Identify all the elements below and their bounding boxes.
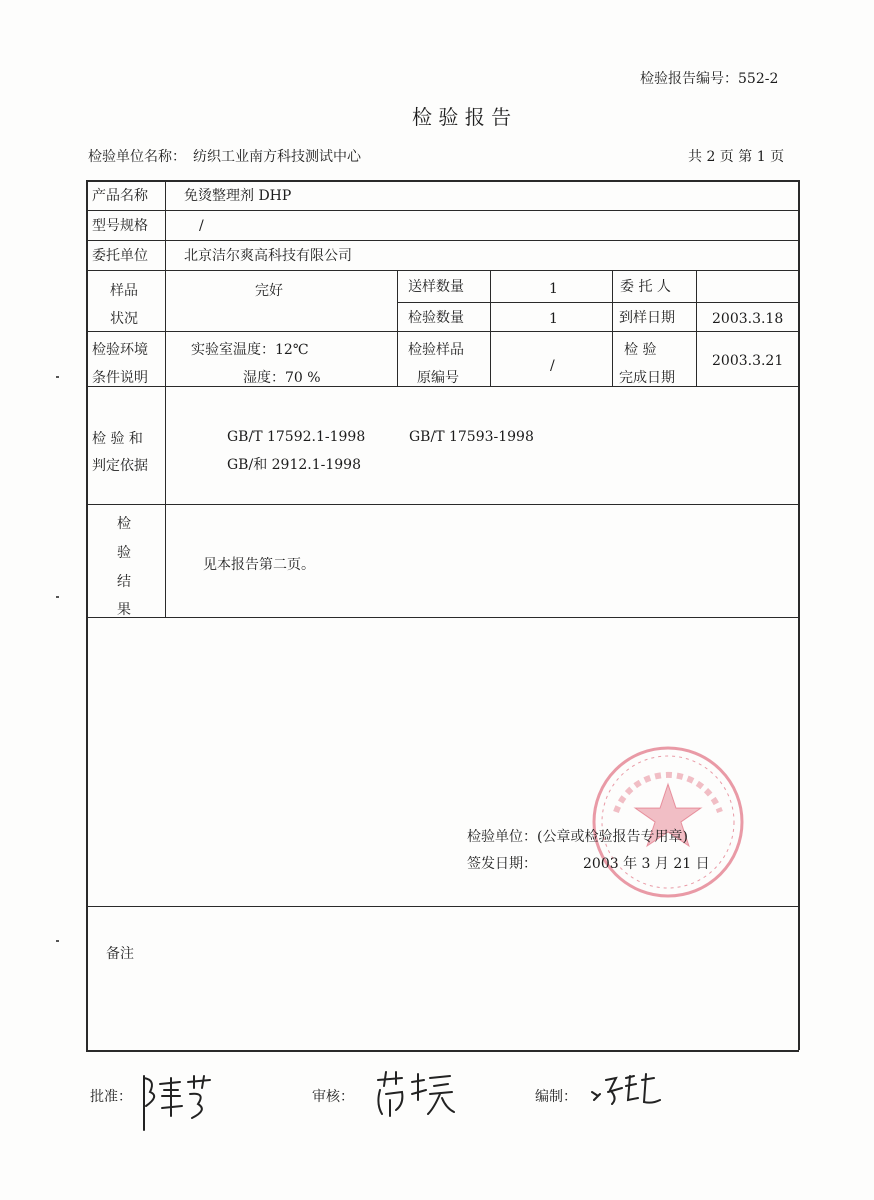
- compile-label: 编制：: [535, 1089, 577, 1105]
- sent-qty-value: 1: [549, 281, 558, 297]
- product-name-value: 免烫整理剂 DHP: [184, 188, 292, 204]
- page-title: 检 验 报 告: [412, 105, 512, 129]
- report-number: 检验报告编号：552-2: [640, 71, 779, 87]
- standard-1: GB/T 17592.1-1998: [227, 429, 366, 445]
- model-value: /: [199, 218, 204, 234]
- remarks-label: 备注: [106, 946, 134, 962]
- compile-signature: [588, 1070, 664, 1110]
- test-qty-label: 检验数量: [408, 310, 464, 326]
- review-signature: [372, 1070, 456, 1120]
- basis-label-1: 检 验 和: [92, 431, 143, 447]
- orig-no-label-2: 原编号: [417, 370, 459, 386]
- standard-2: GB/T 17593-1998: [409, 429, 534, 445]
- org-label: 检验单位名称：: [88, 149, 186, 165]
- arrival-date-value: 2003.3.18: [712, 311, 784, 327]
- result-label-char: 检: [117, 516, 131, 532]
- sent-qty-label: 送样数量: [408, 279, 464, 295]
- orig-no-value: /: [550, 358, 555, 374]
- client-label: 委托单位: [92, 248, 148, 264]
- scan-mark: [56, 376, 59, 378]
- basis-label-2: 判定依据: [92, 458, 148, 474]
- result-label-char: 结: [117, 574, 131, 590]
- scan-mark: [56, 940, 59, 942]
- sample-label-1: 样品: [110, 283, 138, 299]
- orig-no-label-1: 检验样品: [408, 342, 464, 358]
- arrival-date-label: 到样日期: [619, 310, 675, 326]
- sample-label-2: 状况: [110, 311, 138, 327]
- standard-3: GB/和 2912.1-1998: [227, 457, 361, 473]
- done-date-label-1: 检 验: [624, 342, 657, 358]
- approve-label: 批准：: [90, 1089, 132, 1105]
- env-temperature: 实验室温度：12℃: [191, 342, 309, 358]
- approve-signature: [138, 1070, 218, 1134]
- result-text: 见本报告第二页。: [203, 557, 315, 573]
- page-info: 共 2 页 第 1 页: [688, 149, 785, 165]
- model-label: 型号规格: [92, 218, 148, 234]
- done-date-value: 2003.3.21: [712, 353, 784, 369]
- client-value: 北京洁尔爽高科技有限公司: [184, 248, 352, 264]
- done-date-label-2: 完成日期: [619, 370, 675, 386]
- issue-date-value: 2003 年 3 月 21 日: [583, 856, 710, 872]
- official-seal-stamp: [588, 742, 748, 902]
- product-name-label: 产品名称: [92, 188, 148, 204]
- env-label-2: 条件说明: [92, 370, 148, 386]
- issue-date-label: 签发日期：: [467, 856, 537, 872]
- review-label: 审核：: [312, 1089, 354, 1105]
- seal-unit-line: 检验单位：(公章或检验报告专用章): [467, 829, 688, 845]
- scan-mark: [56, 596, 59, 598]
- consignor-label: 委 托 人: [620, 279, 671, 295]
- result-label-char: 果: [117, 602, 131, 618]
- env-label-1: 检验环境: [92, 342, 148, 358]
- org-name: 纺织工业南方科技测试中心: [193, 149, 361, 165]
- sample-status: 完好: [255, 283, 283, 299]
- result-label-char: 验: [117, 545, 131, 561]
- env-humidity: 湿度：70 %: [243, 370, 321, 386]
- test-qty-value: 1: [549, 311, 558, 327]
